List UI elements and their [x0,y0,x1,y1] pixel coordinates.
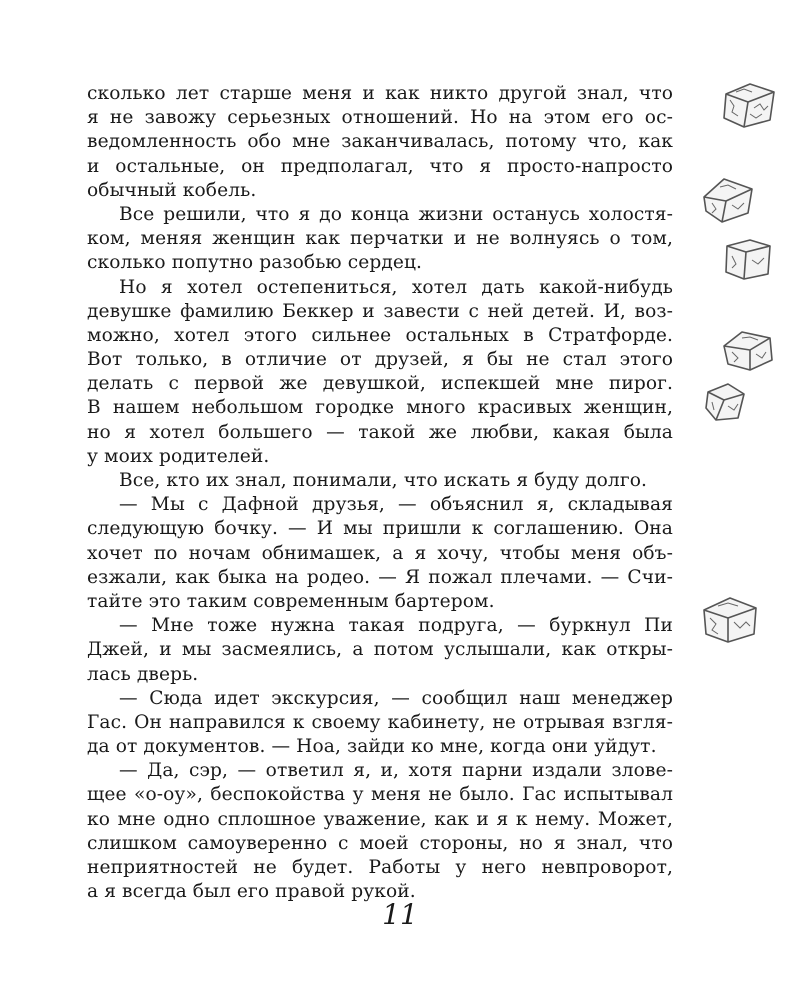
text-line: ведомленность обо мне заканчивалась, потому что, как [87,131,673,153]
text-line: обычный кобель. [87,179,257,201]
text-line: ко мне одно сплошное уважение, как и я к нему. Может, [87,808,673,830]
text-line: хочет по ночам обнимашек, а я хочу, чтобы меня объ- [87,542,673,564]
text-line: езжали, как быка на родео. — Я пожал плечами. — Счи- [87,566,673,588]
ice-cube-icon [720,328,776,374]
text-line: девушке фамилию Беккер и завести с ней детей. И, воз- [87,300,673,322]
ice-cube-icon [720,80,778,130]
text-line: — Сюда идет экскурсия, — сообщил наш менеджер [119,687,673,709]
text-line: Гас. Он направился к своему кабинету, не отрывая взгля- [87,711,673,733]
text-line: слишком самоуверенно с моей стороны, но я знал, что [87,832,673,854]
ice-cube-icon [700,175,756,225]
text-line: Все, кто их знал, понимали, что искать я буду долго. [119,470,647,491]
text-line: Но я хотел остепениться, хотел дать какой-нибудь [119,276,673,298]
text-line: и остальные, он предполагал, что я просто-напросто [87,155,673,177]
text-line: щее «о-оу», беспокойства у меня не было. Гас испытывал [87,784,673,806]
text-line: я не завожу серьезных отношений. Но на этом его ос- [87,107,673,129]
text-line: сколько попутно разобью сердец. [87,252,423,274]
text-line: да от документов. — Ноа, зайди ко мне, когда они уйдут. [87,736,657,758]
text-line: но я хотел большего — такой же любви, какая была [87,421,673,443]
text-line: делать с первой же девушкой, испекшей мне пирог. [87,373,673,395]
text-line: неприятностей не будет. Работы у него невпроворот, [87,857,673,878]
ice-cube-icon [702,380,748,424]
text-line: у моих родителей. [87,445,270,467]
text-line: тайте это таким современным бартером. [87,590,495,612]
ice-cube-icon [700,594,760,646]
text-line: следующую бочку. — И мы пришли к соглашению. Она [87,518,673,540]
text-line: — Мне тоже нужна такая подруга, — буркнул Пи [119,615,673,637]
text-line: Джей, и мы засмеялись, а потом услышали, как откры- [87,639,673,661]
text-line: Вот только, в отличие от друзей, я бы не стал этого [87,349,673,371]
text-line: сколько лет старше меня и как никто другой знал, что [87,83,673,104]
page-text [87,82,673,904]
text-line: а я всегда был его правой рукой. [87,881,416,903]
text-line: — Да, сэр, — ответил я, и, хотя парни издали злове- [119,760,673,782]
ice-cube-icon [722,236,774,282]
text-line: В нашем небольшом городке много красивых женщин, [87,397,673,419]
text-line: лась дверь. [87,663,199,685]
text-line: Все решили, что я до конца жизни останусь холостя- [119,203,673,225]
text-line: ком, меняя женщин как перчатки и не волнуясь о том, [87,228,673,250]
text-line: — Мы с Дафной друзья, — объяснил я, складывая [119,494,673,516]
text-line: можно, хотел этого сильнее остальных в Стратфорде. [87,324,673,346]
page-number: 11 [382,898,418,931]
